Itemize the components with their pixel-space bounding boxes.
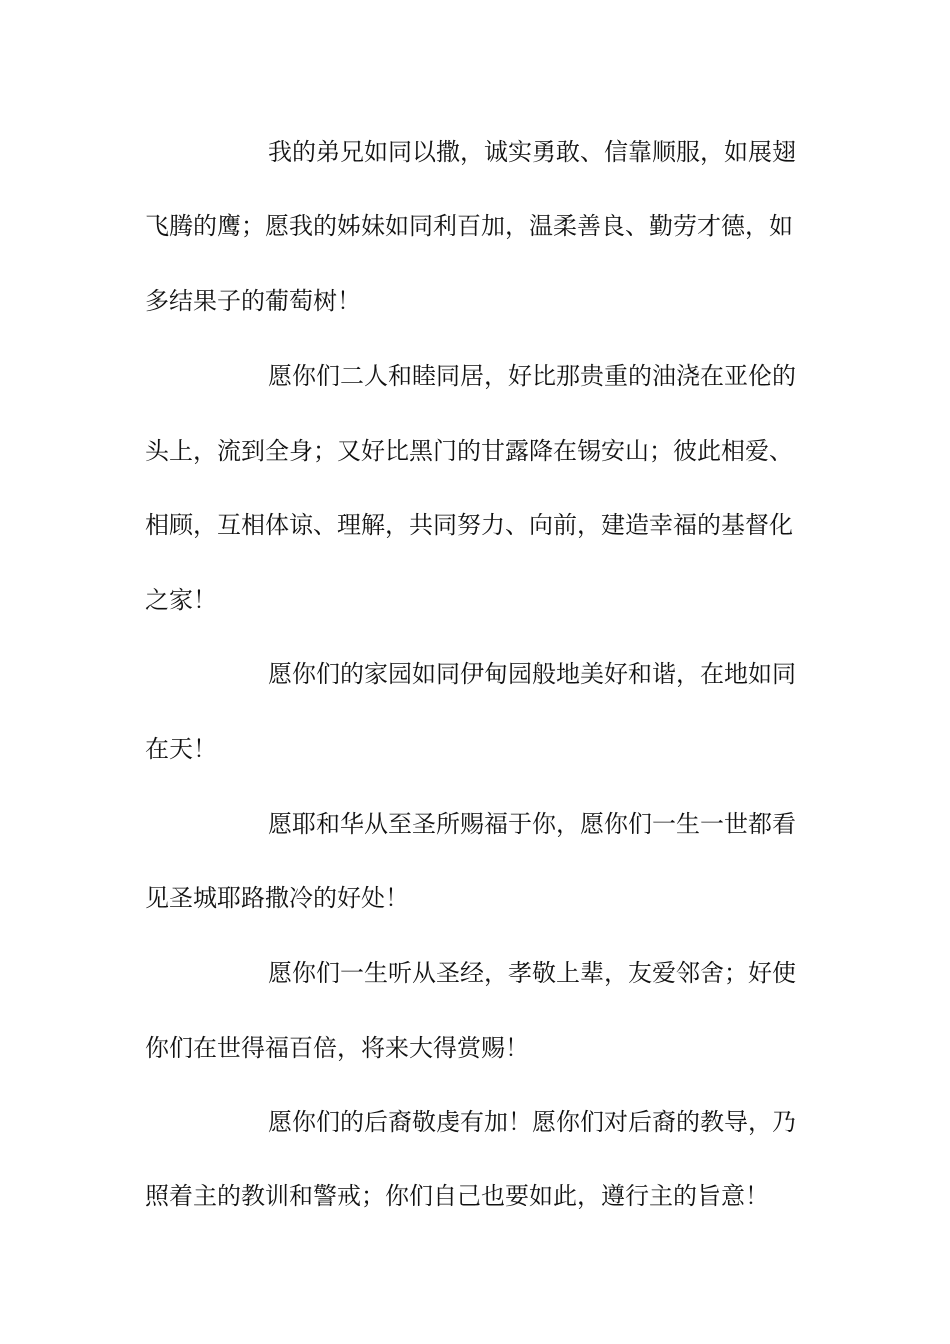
paragraph-3-line-1: 愿你们的家园如同伊甸园般地美好和谐，在地如同 (268, 660, 796, 688)
paragraph-5-line-2: 你们在世得福百倍，将来大得赏赐！ (145, 1034, 529, 1062)
paragraph-2-line-4: 之家！ (145, 586, 217, 614)
paragraph-2-line-3: 相顾，互相体谅、理解，共同努力、向前，建造幸福的基督化 (145, 511, 793, 539)
paragraph-5-line-1: 愿你们一生听从圣经，孝敬上辈，友爱邻舍；好使 (268, 959, 796, 987)
paragraph-4-line-1: 愿耶和华从至圣所赐福于你，愿你们一生一世都看 (268, 810, 796, 838)
paragraph-2-line-1: 愿你们二人和睦同居，好比那贵重的油浇在亚伦的 (268, 362, 796, 390)
paragraph-1-line-2: 飞腾的鹰；愿我的姊妹如同利百加，温柔善良、勤劳才德，如 (145, 212, 793, 240)
paragraph-3-line-2: 在天！ (145, 735, 217, 763)
paragraph-4-line-2: 见圣城耶路撒冷的好处！ (145, 884, 409, 912)
paragraph-6-line-1: 愿你们的后裔敬虔有加！愿你们对后裔的教导，乃 (268, 1108, 796, 1136)
paragraph-6-line-2: 照着主的教训和警戒；你们自己也要如此，遵行主的旨意！ (145, 1182, 769, 1210)
paragraph-1-line-1: 我的弟兄如同以撒，诚实勇敢、信靠顺服，如展翅 (268, 138, 796, 166)
paragraph-1-line-3: 多结果子的葡萄树！ (145, 287, 361, 315)
paragraph-2-line-2: 头上，流到全身；又好比黑门的甘露降在锡安山；彼此相爱、 (145, 437, 793, 465)
